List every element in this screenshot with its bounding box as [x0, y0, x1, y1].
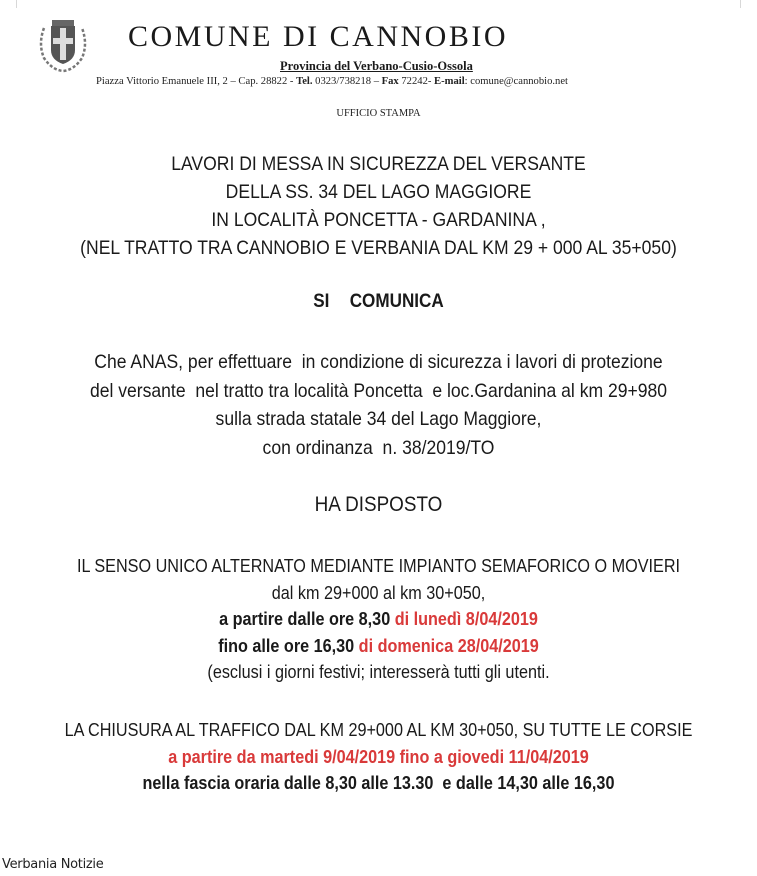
- office-label: UFFICIO STAMPA: [336, 108, 421, 119]
- heading-line: (NEL TRATTO TRA CANNOBIO E VERBANIA DAL KM 29 + 000 AL 35+050): [80, 237, 677, 259]
- email-value: : comune@cannobio.net: [464, 76, 568, 87]
- end-date-text: di domenica 28/04/2019: [358, 635, 539, 656]
- contact-address: [96, 76, 568, 87]
- watermark-credit: Verbania Notizie: [2, 857, 104, 872]
- start-date-text: di lunedì 8/04/2019: [394, 609, 538, 629]
- section1-note: (esclusi i giorni festivi; interesserà tutti gli utenti.: [207, 662, 550, 682]
- intro-line: sulla strada statale 34 del Lago Maggiore,: [215, 408, 542, 430]
- tel-value: 0323/738218 –: [312, 76, 382, 87]
- street-address: Piazza Vittorio Emanuele III, 2 – Cap. 28822 -: [96, 76, 297, 87]
- section2-line: LA CHIUSURA AL TRAFFICO DAL KM 29+000 AL KM 30+050, SU TUTTE LE CORSIE: [64, 720, 693, 740]
- heading-line: LAVORI DI MESSA IN SICUREZZA DEL VERSANTE: [171, 153, 586, 175]
- fax-value: 72242-: [398, 76, 435, 87]
- province-name: Provincia del Verbano-Cusio-Ossola: [280, 59, 473, 73]
- coat-of-arms-icon: [34, 14, 92, 74]
- ha-disposto-heading: HA DISPOSTO: [314, 493, 443, 516]
- road-closure-section: [38, 717, 719, 797]
- page-edge-left: [16, 0, 17, 8]
- end-date-line: [38, 633, 719, 660]
- closure-dates: a partire da martedi 9/04/2019 fino a giovedi 11/04/2019: [168, 746, 589, 767]
- email-label: E-mail: [434, 76, 465, 87]
- notice-heading: [38, 150, 719, 262]
- intro-line: del versante nel tratto tra località Poncetta e loc.Gardanina al km 29+980: [89, 379, 668, 402]
- alternating-traffic-section: [38, 553, 719, 686]
- intro-paragraph: [38, 348, 719, 462]
- heading-line: IN LOCALITÀ PONCETTA - GARDANINA ,: [211, 209, 546, 231]
- section1-line: dal km 29+000 al km 30+050,: [271, 582, 486, 603]
- intro-line: con ordinanza n. 38/2019/TO: [262, 436, 495, 459]
- section1-line: IL SENSO UNICO ALTERNATO MEDIANTE IMPIANTO SEMAFORICO O MOVIERI: [76, 556, 681, 576]
- heading-line: DELLA SS. 34 DEL LAGO MAGGIORE: [225, 181, 532, 203]
- fax-label: Fax: [381, 76, 399, 87]
- start-date-line: [38, 606, 719, 633]
- municipality-title: COMUNE DI CANNOBIO: [128, 20, 508, 53]
- closure-hours: nella fascia oraria dalle 8,30 alle 13.30 e dalle 14,30 alle 16,30: [142, 773, 615, 793]
- intro-line: Che ANAS, per effettuare in condizione di sicurezza i lavori di protezione: [94, 351, 663, 373]
- end-time-text: fino alle ore 16,30: [218, 635, 359, 656]
- start-time-text: a partire dalle ore 8,30: [219, 609, 395, 629]
- page-edge-right: [740, 0, 741, 8]
- tel-label: Tel.: [296, 76, 313, 87]
- si-comunica-heading: SI COMUNICA: [313, 291, 444, 312]
